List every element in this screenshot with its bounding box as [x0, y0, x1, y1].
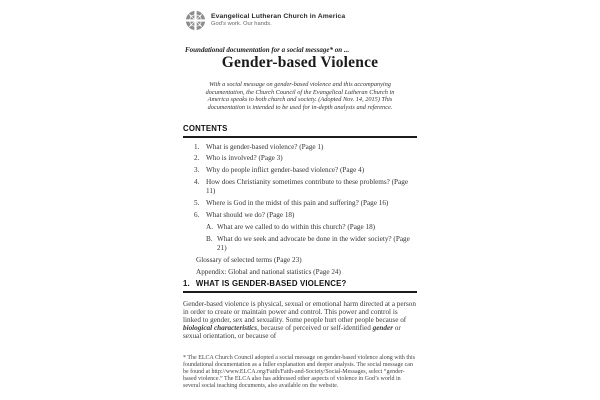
document-abstract: With a social message on gender-based violence and this accompanying documentation, the Church Council of the Evangelical Lutheran Church in America speaks to both church and society. (Adopted Nov. 14, 2015) This documentation is intended to be used for in-depth analysis and reference. [205, 81, 395, 112]
body-text: , because of perceived or self-identified [257, 324, 373, 333]
toc-item-letter: B. [206, 234, 213, 243]
toc-item-text: What do we seek and advocate be done in the wider society? (Page 21) [217, 234, 410, 252]
toc-item-text: Why do people inflict gender-based violence? (Page 4) [206, 166, 365, 175]
toc-item-number: 1. [194, 142, 200, 151]
section-1-heading [183, 279, 417, 293]
toc-item-number: 3. [194, 166, 200, 175]
toc-item-text: What should we do? (Page 18) [206, 211, 295, 220]
section-body-paragraph [183, 300, 417, 341]
body-emphasis-gender: gender [372, 324, 393, 333]
toc-item-text: Where is God in the midst of this pain and suffering? (Page 16) [206, 199, 389, 208]
elca-logo-icon [185, 10, 206, 31]
toc-subitem-a [206, 223, 417, 232]
contents-heading: CONTENTS [183, 124, 417, 138]
toc-subitem-b [206, 235, 417, 252]
toc-item-2 [194, 154, 417, 163]
toc-item-text: Appendix: Global and national statistics (Page 24) [196, 267, 341, 276]
toc-item-6 [194, 211, 417, 220]
toc-item-4 [194, 178, 417, 195]
toc-item-letter: A. [206, 223, 213, 231]
section-1 [183, 279, 417, 341]
masthead-text [211, 13, 345, 28]
document-title: Gender-based Violence [221, 54, 379, 71]
toc-item-appendix [196, 268, 417, 277]
toc-item-number: 2. [194, 154, 200, 163]
body-text: Gender-based violence is physical, sexual or emotional harm directed at a person in order to create or maintain power and control. This power and control is linked to gender, sex and sexuality. Some people hurt other people because of [183, 299, 416, 324]
masthead [185, 10, 345, 31]
toc-item-glossary [196, 256, 417, 265]
body-emphasis-biological-characteristics: biological characteristics [183, 324, 258, 333]
toc-item-text: Who is involved? (Page 3) [206, 154, 283, 163]
body-text: or sexual orientation, or because of [183, 324, 401, 341]
page-column [183, 0, 417, 400]
footnote: * The ELCA Church Council adopted a social message on gender-based violence along with this foundational documentation as a fuller explanation and deeper analysis. The social message can be found at http://www.ELCA.org/Faith/Faith-and-Society/Social-Messages, select “gender-based violence.” The ELCA also has addressed other aspects of violence in God’s world in several social teaching documents, also available on the website. [183, 355, 416, 389]
document-kicker: Foundational documentation for a social message* on ... [185, 46, 350, 54]
contents-list [183, 143, 417, 277]
toc-item-text: What are we called to do within this church? (Page 18) [217, 223, 376, 231]
toc-item-3 [194, 166, 417, 175]
contents-section [183, 124, 417, 280]
toc-item-text: How does Christianity sometimes contribute to these problems? (Page 11) [206, 178, 409, 196]
toc-item-number: 5. [194, 199, 200, 208]
toc-item-number: 6. [194, 211, 200, 220]
toc-item-text: What is gender-based violence? (Page 1) [206, 142, 324, 151]
org-tagline: God's work. Our hands. [211, 21, 272, 27]
section-heading-text: WHAT IS GENDER-BASED VIOLENCE? [195, 279, 347, 288]
toc-item-1 [194, 143, 417, 152]
toc-item-text: Glossary of selected terms (Page 23) [196, 255, 302, 264]
section-number: 1. [183, 279, 190, 288]
toc-item-number: 4. [194, 178, 200, 187]
org-name: Evangelical Lutheran Church in America [211, 13, 346, 20]
toc-item-5 [194, 199, 417, 208]
